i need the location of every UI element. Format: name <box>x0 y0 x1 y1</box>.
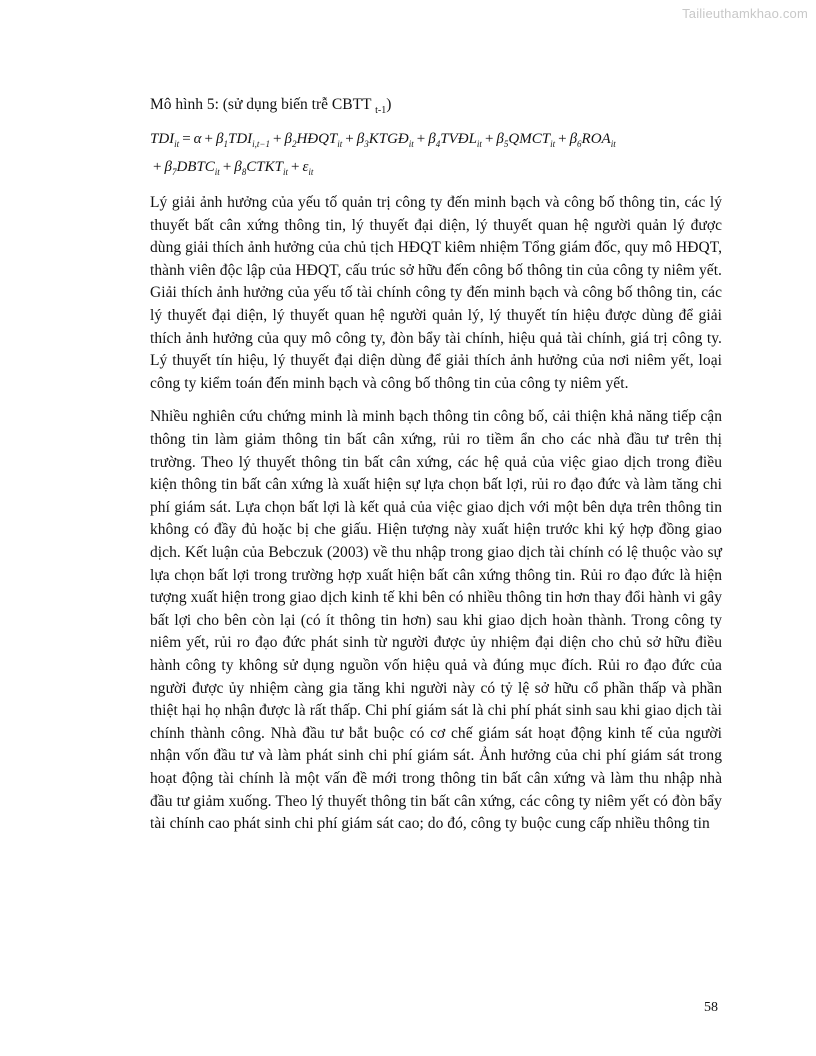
model-heading-subscript: t-1 <box>375 105 387 117</box>
equation-line-1: $TDI_{it} = \alpha + \beta_1TDI_{i,t-1}$ + $\beta_2HĐQT_{it}$ + $\beta_3KTGĐ_{it}$ + $\beta_4TVĐL_{it}$ + $\beta_5QMCT_{it} + \beta_6ROA_{it}$ <box>150 131 616 150</box>
model-heading <box>150 94 722 122</box>
page-content <box>150 94 722 847</box>
model-heading-label: Mô hình 5: (sử dụng biến trễ CBTT <box>150 96 376 113</box>
watermark: Tailieuthamkhao.com <box>682 6 808 21</box>
paragraph-1: Lý giải ảnh hưởng của yếu tố quản trị công ty đến minh bạch và công bố thông tin, các lý thuyết bất cân xứng thông tin, lý thuyết đại diện, lý thuyết quan hệ người quản lý được dùng giải thích ảnh hưởng của chủ tịch HĐQT kiêm nhiệm Tổng giám đốc, quy mô HĐQT, thành viên độc lập của HĐQT, cấu trúc sở hữu đến công bố thông tin của công ty niêm yết. Giải thích ảnh hưởng của yếu tố tài chính công ty đến minh bạch và công bố thông tin, các lý thuyết đại diện, lý thuyết quan hệ người quản lý, lý thuyết tín hiệu được dùng để giải thích ảnh hưởng của quy mô công ty, đòn bẩy tài chính, hiệu quả tài chính, giá trị công ty. Lý thuyết tín hiệu, lý thuyết đại diện dùng để giải thích ảnh hưởng của nơi niêm yết, loại công ty kiểm toán đến minh bạch và công bố thông tin của công ty niêm yết. <box>150 194 722 392</box>
equation-line-2: + $\beta_7DBTC_{it}$ + $\beta_8CTKT_{it} + \varepsilon_{it}$ <box>153 159 314 178</box>
paragraph-2: Nhiều nghiên cứu chứng minh là minh bạch thông tin công bố, cải thiện khả năng tiếp cận thông tin làm giảm thông tin bất cân xứng, rủi ro tiềm ẩn cho các nhà đầu tư trên thị trường. Theo lý thuyết thông tin bất cân xứng, các hệ quả của việc giao dịch trong điều kiện thông tin bất cân xứng là xuất hiện sự lựa chọn bất lợi, rủi ro đạo đức và làm tăng chi phí giám sát. Lựa chọn bất lợi là kết quả của việc giao dịch với một bên dựa trên thông tin không có đầy đủ hoặc bị che giấu. Hiện tượng này xuất hiện trước khi ký hợp đồng giao dịch. Kết luận của Bebczuk (2003) về thu nhập trong giao dịch tài chính có lệ thuộc vào sự lựa chọn bất lợi trong trường hợp xuất hiện bất cân xứng thông tin. Rủi ro đạo đức là hiện tượng xuất hiện trong giao dịch kinh tế khi bên có nhiều thông tin hơn thay đổi hành vi gây bất lợi cho bên còn lại (có ít thông tin hơn) sau khi giao dịch hoàn thành. Trong công ty niêm yết, rủi ro đạo đức phát sinh từ người được ủy nhiệm đại diện cho chủ sở hữu điều hành công ty không sử dụng nguồn vốn hiệu quả và đúng mục đích. Rủi ro đạo đức của người được ủy nhiệm càng gia tăng khi người này có tỷ lệ sở hữu cổ phần thấp và phần thiệt hại họ nhận được là rất thấp. Chi phí giám sát là chi phí phát sinh sau khi giao dịch tài chính thành công. Nhà đầu tư bắt buộc có cơ chế giám sát hoạt động kinh tế của người nhận vốn đầu tư và làm phát sinh chi phí giám sát. Ảnh hưởng của chi phí giám sát trong hoạt động tài chính là một vấn đề mới trong thông tin bất cân xứng và làm thu nhập nhà đầu tư giảm xuống. Theo lý thuyết thông tin bất cân xứng, các công ty niêm yết có đòn bẩy tài chính cao phát sinh chi phí giám sát cao; do đó, công ty buộc cung cấp nhiều thông tin <box>150 408 722 833</box>
model-heading-close: ) <box>386 96 392 113</box>
page-number: 58 <box>704 1000 718 1015</box>
